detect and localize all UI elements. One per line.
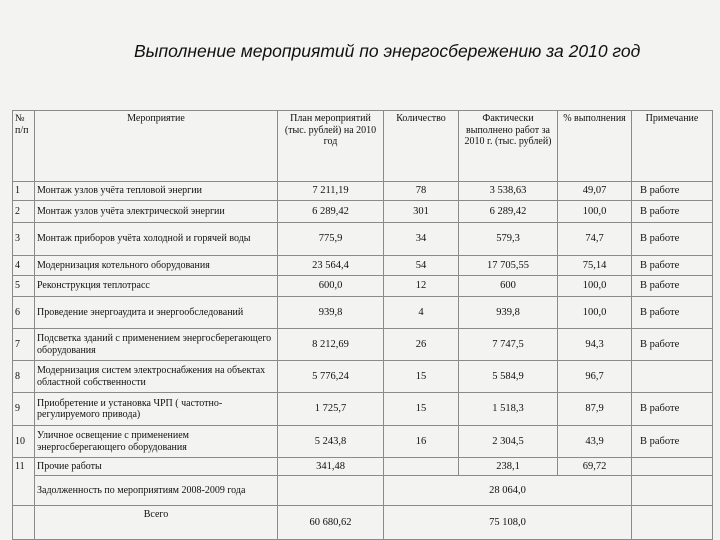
row-note: В работе bbox=[632, 297, 713, 329]
row-quantity: 12 bbox=[384, 276, 459, 297]
debt-label: Задолженность по мероприятиям 2008-2009 года bbox=[35, 476, 278, 506]
row-num: 3 bbox=[13, 223, 35, 256]
row-plan: 5 776,24 bbox=[278, 361, 384, 393]
row-note: В работе bbox=[632, 223, 713, 256]
row-actual: 579,3 bbox=[459, 223, 558, 256]
header-plan: План мероприятий (тыс. рублей) на 2010 год bbox=[278, 111, 384, 182]
row-note bbox=[632, 361, 713, 393]
row-note: В работе bbox=[632, 256, 713, 276]
row-num: 11 bbox=[13, 458, 35, 476]
row-activity: Монтаж приборов учёта холодной и горячей воды bbox=[35, 223, 278, 256]
table-row bbox=[13, 182, 713, 201]
row-plan: 23 564,4 bbox=[278, 256, 384, 276]
row-plan: 600,0 bbox=[278, 276, 384, 297]
row-plan: 8 212,69 bbox=[278, 329, 384, 361]
row-percent: 100,0 bbox=[558, 297, 632, 329]
table-row bbox=[13, 201, 713, 223]
row-actual: 600 bbox=[459, 276, 558, 297]
row-percent: 100,0 bbox=[558, 201, 632, 223]
row-note: В работе bbox=[632, 329, 713, 361]
page-title: Выполнение мероприятий по энергосбережению за 2010 год bbox=[134, 41, 641, 61]
table-row bbox=[13, 297, 713, 329]
row-actual: 6 289,42 bbox=[459, 201, 558, 223]
row-activity: Монтаж узлов учёта электрической энергии bbox=[35, 201, 278, 223]
total-actual: 75 108,0 bbox=[384, 506, 632, 540]
row-plan: 341,48 bbox=[278, 458, 384, 476]
row-activity: Подсветка зданий с применением энергосберегающего оборудования bbox=[35, 329, 278, 361]
row-quantity: 78 bbox=[384, 182, 459, 201]
table-row bbox=[13, 256, 713, 276]
row-num: 4 bbox=[13, 256, 35, 276]
row-quantity: 15 bbox=[384, 393, 459, 426]
row-plan: 5 243,8 bbox=[278, 426, 384, 458]
row-note: В работе bbox=[632, 426, 713, 458]
row-actual: 1 518,3 bbox=[459, 393, 558, 426]
row-quantity bbox=[384, 458, 459, 476]
debt-value: 28 064,0 bbox=[384, 476, 632, 506]
row-quantity: 16 bbox=[384, 426, 459, 458]
row-activity: Приобретение и установка ЧРП ( частотно-регулируемого привода) bbox=[35, 393, 278, 426]
debt-row bbox=[13, 476, 713, 506]
row-num: 5 bbox=[13, 276, 35, 297]
table-row bbox=[13, 223, 713, 256]
row-percent: 75,14 bbox=[558, 256, 632, 276]
energy-saving-table bbox=[12, 110, 713, 540]
header-quantity: Количество bbox=[384, 111, 459, 182]
total-row bbox=[13, 506, 713, 540]
header-activity: Мероприятие bbox=[35, 111, 278, 182]
row-quantity: 54 bbox=[384, 256, 459, 276]
row-plan: 7 211,19 bbox=[278, 182, 384, 201]
table-row bbox=[13, 276, 713, 297]
row-actual: 7 747,5 bbox=[459, 329, 558, 361]
table-row bbox=[13, 458, 713, 476]
header-row bbox=[13, 111, 713, 182]
row-percent: 94,3 bbox=[558, 329, 632, 361]
row-note: В работе bbox=[632, 276, 713, 297]
row-num: 10 bbox=[13, 426, 35, 458]
row-plan: 6 289,42 bbox=[278, 201, 384, 223]
header-num: № п/п bbox=[13, 111, 35, 182]
row-note bbox=[632, 458, 713, 476]
row-percent: 43,9 bbox=[558, 426, 632, 458]
row-quantity: 301 bbox=[384, 201, 459, 223]
table-row bbox=[13, 426, 713, 458]
row-plan: 939,8 bbox=[278, 297, 384, 329]
row-plan: 775,9 bbox=[278, 223, 384, 256]
row-num: 2 bbox=[13, 201, 35, 223]
row-quantity: 26 bbox=[384, 329, 459, 361]
row-num: 1 bbox=[13, 182, 35, 201]
row-num: 7 bbox=[13, 329, 35, 361]
row-plan: 1 725,7 bbox=[278, 393, 384, 426]
row-activity: Монтаж узлов учёта тепловой энергии bbox=[35, 182, 278, 201]
row-actual: 2 304,5 bbox=[459, 426, 558, 458]
row-actual: 3 538,63 bbox=[459, 182, 558, 201]
row-quantity: 4 bbox=[384, 297, 459, 329]
row-actual: 5 584,9 bbox=[459, 361, 558, 393]
row-activity: Модернизация котельного оборудования bbox=[35, 256, 278, 276]
row-quantity: 34 bbox=[384, 223, 459, 256]
row-note: В работе bbox=[632, 393, 713, 426]
table-row bbox=[13, 393, 713, 426]
header-note: Примечание bbox=[632, 111, 713, 182]
row-activity: Уличное освещение с применением энергосберегающего оборудования bbox=[35, 426, 278, 458]
row-num: 8 bbox=[13, 361, 35, 393]
row-percent: 69,72 bbox=[558, 458, 632, 476]
row-activity: Прочие работы bbox=[35, 458, 278, 476]
row-num: 6 bbox=[13, 297, 35, 329]
row-num: 9 bbox=[13, 393, 35, 426]
row-note: В работе bbox=[632, 201, 713, 223]
row-actual: 17 705,55 bbox=[459, 256, 558, 276]
table-row bbox=[13, 361, 713, 393]
table-row bbox=[13, 329, 713, 361]
row-percent: 74,7 bbox=[558, 223, 632, 256]
total-plan: 60 680,62 bbox=[278, 506, 384, 540]
row-activity: Проведение энергоаудита и энергообследований bbox=[35, 297, 278, 329]
header-percent: % выполнения bbox=[558, 111, 632, 182]
row-percent: 96,7 bbox=[558, 361, 632, 393]
total-label: Всего bbox=[35, 506, 278, 540]
row-percent: 100,0 bbox=[558, 276, 632, 297]
row-activity: Реконструкция теплотрасс bbox=[35, 276, 278, 297]
row-note: В работе bbox=[632, 182, 713, 201]
row-percent: 49,07 bbox=[558, 182, 632, 201]
row-percent: 87,9 bbox=[558, 393, 632, 426]
row-actual: 238,1 bbox=[459, 458, 558, 476]
header-actual: Фактически выполнено работ за 2010 г. (тыс. рублей) bbox=[459, 111, 558, 182]
row-activity: Модернизация систем электроснабжения на объектах областной собственности bbox=[35, 361, 278, 393]
row-actual: 939,8 bbox=[459, 297, 558, 329]
row-quantity: 15 bbox=[384, 361, 459, 393]
